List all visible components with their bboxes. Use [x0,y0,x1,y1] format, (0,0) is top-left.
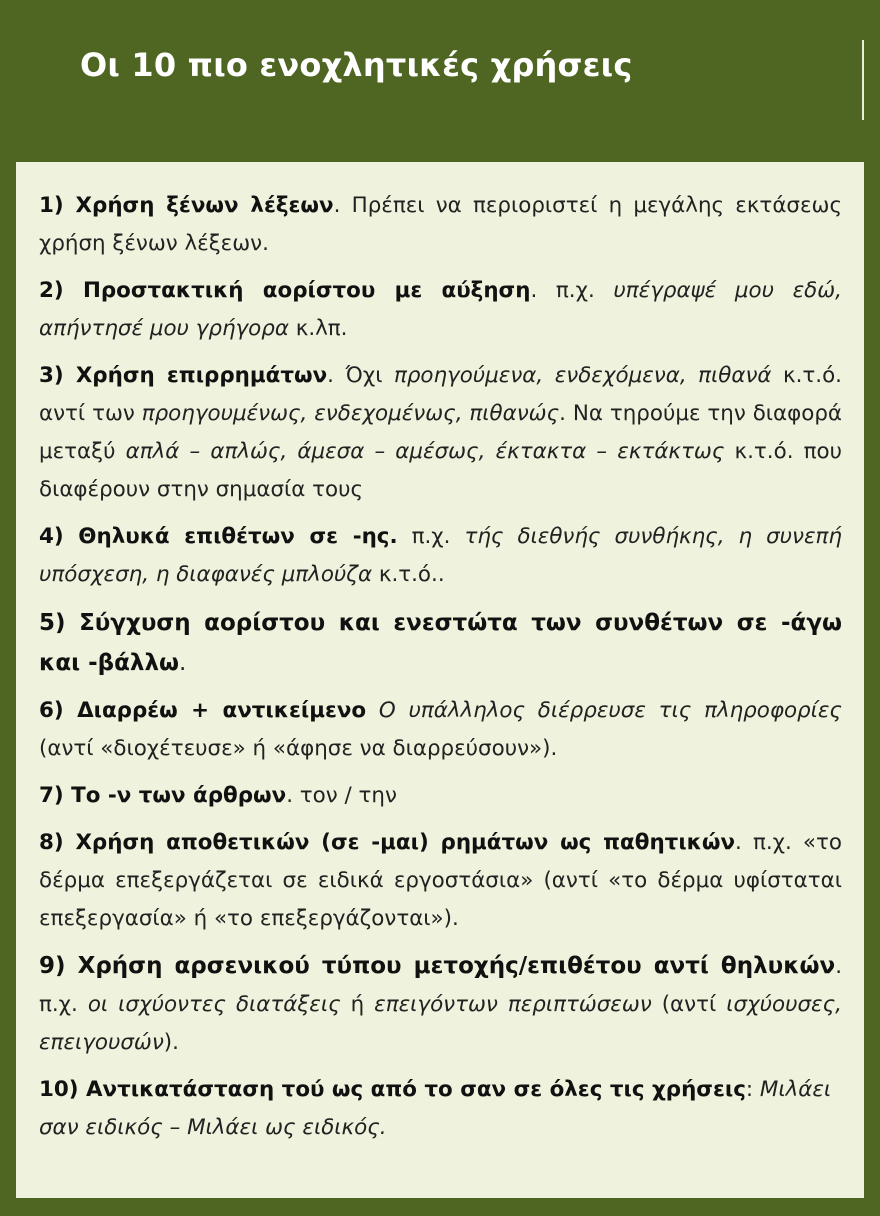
item-text: ή [340,992,375,1017]
item-text: κ.τ.ό. αντί των [39,363,842,426]
item-example: προηγουμένως, ενδεχομένως, πιθανώς [141,401,560,426]
item-text: . Όχι [327,363,394,388]
item-heading: 4) Θηλυκά επιθέτων σε -ης. [39,524,398,549]
list-item-6 [39,692,842,768]
item-text [366,698,379,723]
item-example: επειγόντων περιπτώσεων [374,992,652,1017]
list-item-4 [39,518,842,594]
header-bar [0,0,880,160]
list-item-5 [39,603,842,683]
item-text: π.χ. [397,524,465,549]
header-divider [862,40,864,120]
item-example: ισχύουσες, επειγουσών [39,992,842,1055]
item-example: υπέγραψέ μου εδώ, απήντησέ μου γρήγορα [39,278,842,341]
item-heading: 5) Σύγχυση αορίστου και ενεστώτα των συνθέτων σε -άγω και -βάλλω [39,610,842,676]
item-text: . [179,650,187,676]
list-item-7 [39,777,842,815]
item-example: Ο υπάλληλος διέρρευσε τις πληροφορίες [378,698,842,723]
item-text: : [745,1077,760,1102]
item-text: . Πρέπει να περιοριστεί η μεγάλης εκτάσεως χρήση ξένων λέξεων. [39,193,842,256]
list-item-10 [39,1071,842,1147]
item-text: . τον / την [286,783,397,808]
list-item-8 [39,824,842,938]
item-heading: 2) Προστακτική αορίστου με αύξηση [39,278,531,303]
item-text: . π.χ. [530,278,614,303]
item-example: οι ισχύοντες διατάξεις [87,992,341,1017]
item-heading: 7) Το -ν των άρθρων [39,783,287,808]
item-text: κ.τ.ό. που διαφέρουν στην σημασία τους [39,439,842,502]
item-heading: 3) Χρήση επιρρημάτων [39,363,328,388]
item-heading: 1) Χρήση ξένων λέξεων [39,193,334,218]
list-item-1 [39,187,842,263]
item-heading: 6) Διαρρέω + αντικείμενο [39,698,367,723]
list-item-3 [39,357,842,509]
item-text: . Να τηρούμε την διαφορά μεταξύ [39,401,842,464]
item-text: . π.χ. [39,954,842,1017]
list-item-9 [39,947,842,1062]
item-heading: 10) Αντικατάσταση τού ως από το σαν σε όλες τις χρήσεις [39,1077,746,1102]
page-title: Οι 10 πιο ενοχλητικές χρήσεις [80,46,633,84]
item-example: Μιλάει σαν ειδικός – Μιλάει ως ειδικός. [39,1077,832,1140]
item-example: προηγούμενα, ενδεχόμενα, πιθανά [393,363,772,388]
item-text: . π.χ. «το δέρμα επεξεργάζεται σε ειδικά εργοστάσια» (αντί «το δέρμα υφίσταται επεξεργασία» ή «το επεξεργάζονται»). [39,830,842,931]
list-item-2 [39,272,842,348]
item-text: κ.τ.ό.. [372,562,445,587]
item-text: ). [163,1030,179,1055]
item-heading: 8) Χρήση αποθετικών (σε -μαι) ρημάτων ως παθητικών [39,830,736,855]
item-example: απλά – απλώς, άμεσα – αμέσως, έκτακτα – εκτάκτως [125,439,725,464]
item-text: (αντί «διοχέτευσε» ή «άφησε να διαρρεύσουν»). [39,736,558,761]
item-example: τής διεθνής συνθήκης, η συνεπή υπόσχεση, η διαφανές μπλούζα [39,524,842,587]
item-text: κ.λπ. [288,316,348,341]
item-heading: 9) Χρήση αρσενικού τύπου μετοχής/επιθέτου αντί θηλυκών [39,953,836,979]
item-text: (αντί [651,992,727,1017]
content-panel [16,162,864,1198]
